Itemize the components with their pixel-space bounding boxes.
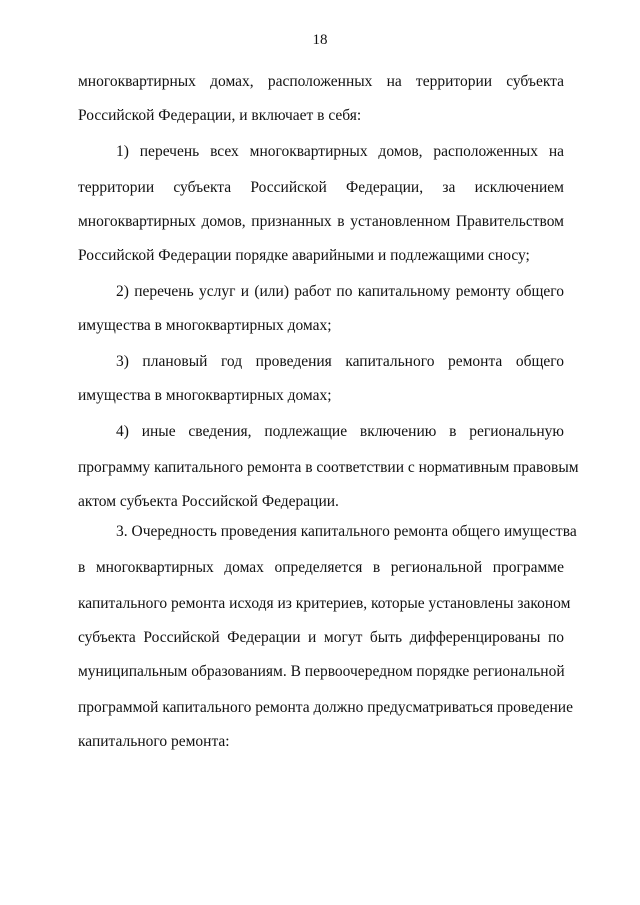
- list-item-2: 2) перечень услуг и (или) работ по капитальному ремонту общего: [116, 283, 564, 300]
- list-item-3: 3) плановый год проведения капитального ремонта общего: [116, 353, 564, 370]
- text-line: в многоквартирных домах определяется в региональной программе: [78, 559, 564, 576]
- text-line: субъекта Российской Федерации и могут быть дифференцированы по: [78, 629, 564, 646]
- list-item-1: 1) перечень всех многоквартирных домов, расположенных на: [116, 143, 564, 160]
- page-number: 18: [312, 32, 328, 48]
- text-line: программой капитального ремонта должно предусматриваться проведение: [78, 699, 573, 716]
- text-line: муниципальным образованиям. В первоочередном порядке региональной: [78, 663, 565, 680]
- text-line: капитального ремонта:: [78, 733, 230, 750]
- list-item-4: 4) иные сведения, подлежащие включению в региональную: [116, 423, 564, 440]
- paragraph-3-start: 3. Очередность проведения капитального ремонта общего имущества: [116, 523, 577, 540]
- text-line: Российской Федерации порядке аварийными и подлежащими сносу;: [78, 247, 530, 264]
- text-line: программу капитального ремонта в соответствии с нормативным правовым: [78, 459, 579, 476]
- text-line: имущества в многоквартирных домах;: [78, 387, 332, 404]
- text-line: многоквартирных домах, расположенных на территории субъекта: [78, 73, 564, 90]
- text-line: актом субъекта Российской Федерации.: [78, 493, 339, 510]
- text-line: территории субъекта Российской Федерации, за исключением: [78, 179, 564, 196]
- text-line: имущества в многоквартирных домах;: [78, 317, 332, 334]
- text-line: капитального ремонта исходя из критериев, которые установлены законом: [78, 595, 571, 612]
- text-line: многоквартирных домов, признанных в установленном Правительством: [78, 213, 564, 230]
- text-line: Российской Федерации, и включает в себя:: [78, 107, 362, 124]
